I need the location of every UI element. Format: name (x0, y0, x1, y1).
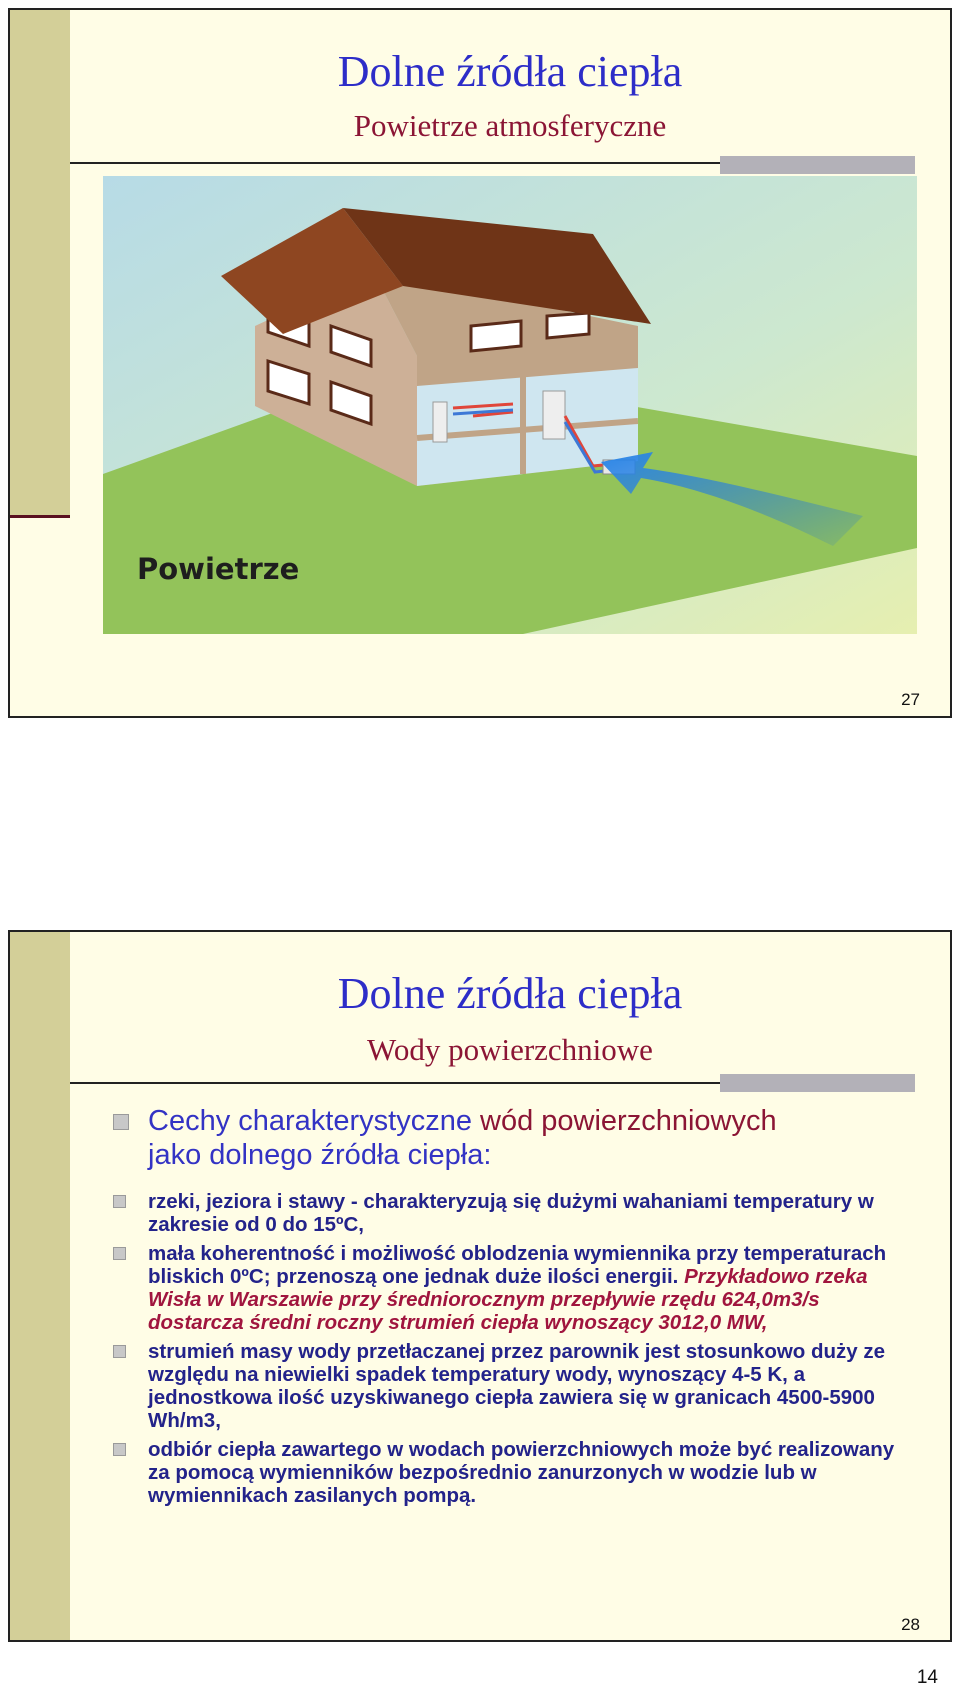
slide-27 (8, 8, 952, 718)
list-item: strumień masy wody przetłaczanej przez parownik jest stosunkowo duży ze względu na niewielki spadek temperatury wody, wynoszący 4-5 K, a jednostkowa ilość uzyskiwanego ciepła zawiera się w granicach 4500-5900 Wh/m3, (113, 1340, 913, 1432)
slide-28 (8, 930, 952, 1642)
page-number: 28 (901, 1615, 920, 1634)
main-bullet (113, 1104, 913, 1172)
divider-accent (720, 156, 915, 174)
heading-line-2: jako dolnego źródła ciepła: (148, 1139, 492, 1171)
slide-left-bar (10, 10, 70, 518)
heading-text: Cechy charakterystyczne (148, 1105, 481, 1137)
slide-left-bar (10, 932, 70, 1642)
list-item: odbiór ciepła zawartego w wodach powierzchniowych może być realizowany za pomocą wymienników bezpośrednio zanurzonych w wodzie lub w wymiennikach zasilanych pompą. (113, 1438, 913, 1507)
example-text: Przykładowo rzeka Wisła w Warszawie przy średniorocznym przepływie rzędu 624,0m3/s dostarcza średni roczny strumień ciepła wynoszący 3012,0 MW, (148, 1265, 868, 1334)
slide-title: Dolne źródła ciepła (337, 47, 683, 96)
square-bullet-icon (113, 1443, 126, 1456)
square-bullet-icon (113, 1195, 126, 1208)
page-number: 27 (901, 690, 920, 709)
slide-subtitle: Wody powierzchniowe (367, 1032, 653, 1067)
heading-accent: wód powierzchniowych (480, 1105, 777, 1137)
sub-bullet-list (113, 1190, 913, 1513)
list-item: rzeki, jeziora i stawy - charakteryzują się dużymi wahaniami temperatury w zakresie od 0 do 15ºC, (113, 1190, 913, 1236)
square-bullet-icon (113, 1114, 129, 1130)
image-label: Powietrze (137, 552, 300, 586)
slide-subtitle: Powietrze atmosferyczne (353, 108, 667, 143)
air-source-house-illustration (103, 176, 917, 634)
sheet-number: 14 (916, 1667, 938, 1688)
list-item: mała koherentność i możliwość oblodzenia wymiennika przy temperaturach bliskich 0ºC; przenoszą one jednak duże ilości energii. Przykładowo rzeka Wisła w Warszawie przy średniorocznym przepływie rzędu 624,0m3/s dostarcza średni roczny strumień ciepła wynoszący 3012,0 MW, (113, 1242, 913, 1334)
slide-title: Dolne źródła ciepła (337, 969, 683, 1018)
square-bullet-icon (113, 1345, 126, 1358)
square-bullet-icon (113, 1247, 126, 1260)
divider-accent (720, 1074, 915, 1092)
